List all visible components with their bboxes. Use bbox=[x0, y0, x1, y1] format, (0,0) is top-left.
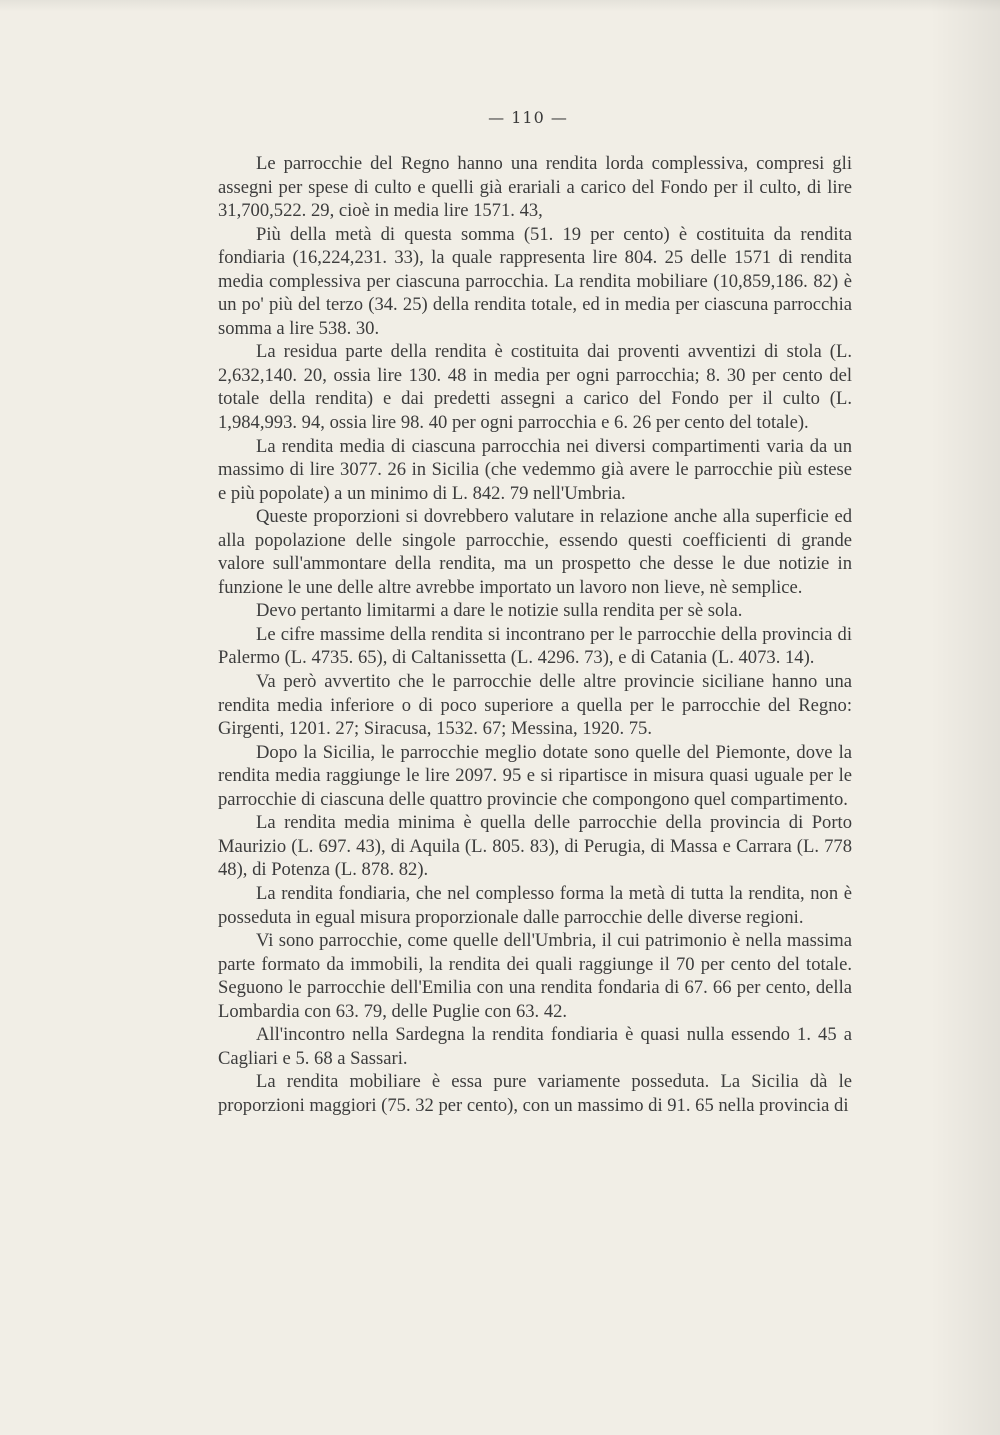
paragraph: La rendita media di ciascuna parrocchia nei diversi compartimenti varia da un massimo di lire 3077. 26 in Sicilia (che vedemmo già avere le parrocchie più estese e più popolate) a un minimo di L. 842. 79 nell'Umbria. bbox=[218, 435, 852, 504]
paragraph: Dopo la Sicilia, le parrocchie meglio dotate sono quelle del Piemonte, dove la rendita media raggiunge le lire 2097. 95 e si ripartisce in misura quasi uguale per le parrocchie di ciascuna delle quattro provincie che compongono quel compartimento. bbox=[218, 741, 852, 810]
page-number: — 110 — bbox=[488, 108, 568, 127]
paragraph: La rendita mobiliare è essa pure variamente posseduta. La Sicilia dà le proporzioni maggiori (75. 32 per cento), con un massimo di 91. 65 nella provincia di bbox=[218, 1071, 852, 1116]
paragraph: Le cifre massime della rendita si incontrano per le parrocchie della provincia di Palermo (L. 4735. 65), di Caltanissetta (L. 4296. 73), e di Catania (L. 4073. 14). bbox=[218, 623, 852, 669]
paragraph: La rendita media minima è quella delle parrocchie della provincia di Porto Maurizio (L. 697. 43), di Aquila (L. 805. 83), di Perugia, di Massa e Carrara (L. 778 48), di Potenza (L. 878. 82). bbox=[218, 812, 852, 881]
paragraph: Devo pertanto limitarmi a dare le notizie sulla rendita per sè sola. bbox=[256, 600, 743, 622]
paragraph: All'incontro nella Sardegna la rendita fondiaria è quasi nulla essendo 1. 45 a Cagliari e 5. 68 a Sassari. bbox=[218, 1024, 852, 1069]
scan-shadow-right bbox=[930, 0, 1000, 1435]
paragraph: La rendita fondiaria, che nel complesso forma la metà di tutta la rendita, non è posseduta in egual misura proporzionale dalle parrocchie delle diverse regioni. bbox=[218, 882, 852, 928]
scan-shadow-top bbox=[0, 0, 1000, 12]
paragraph: Le parrocchie del Regno hanno una rendita lorda complessiva, compresi gli assegni per spese di culto e quelli già erariali a carico del Fondo per il culto, di lire 31,700,522. 29, cioè in media lire 1571. 43, bbox=[218, 153, 852, 222]
paragraph: Queste proporzioni si dovrebbero valutare in relazione anche alla superficie ed alla popolazione delle singole parrocchie, essendo questi coefficienti di grande valore sull'ammontare della rendita, ma un prospetto che desse le due notizie in funzione le une delle altre avrebbe importato un lavoro non lieve, nè semplice. bbox=[218, 506, 852, 598]
paragraph: Più della metà di questa somma (51. 19 per cento) è costituita da rendita fondiaria (16,224,231. 33), la quale rappresenta lire 804. 25 delle 1571 di rendita media complessiva per ciascuna parrocchia. La rendita mobiliare (10,859,186. 82) è un po' più del terzo (34. 25) della rendita totale, ed in media per ciascuna parrocchia somma a lire 538. 30. bbox=[218, 223, 852, 339]
paragraph: Vi sono parrocchie, come quelle dell'Umbria, il cui patrimonio è nella massima parte formato da immobili, la rendita dei quali raggiunge il 70 per cento del totale. Seguono le parrocchie dell'Emilia con una rendita fondaria di 67. 66 per cento, della Lombardia con 63. 79, delle Puglie con 63. 42. bbox=[218, 930, 852, 1022]
paragraph: La residua parte della rendita è costituita dai proventi avventizi di stola (L. 2,632,140. 20, ossia lire 130. 48 in media per ogni parrocchia; 8. 30 per cento del totale della rendita) e dai predetti assegni a carico del Fondo per il culto (L. 1,984,993. 94, ossia lire 98. 40 per ogni parrocchia e 6. 26 per cento del totale). bbox=[218, 341, 852, 434]
paragraph: Va però avvertito che le parrocchie delle altre provincie siciliane hanno una rendita media inferiore o di poco superiore a quella per le parrocchie del Regno: Girgenti, 1201. 27; Siracusa, 1532. 67; Messina, 1920. 75. bbox=[218, 671, 852, 740]
body-text bbox=[218, 152, 852, 1117]
